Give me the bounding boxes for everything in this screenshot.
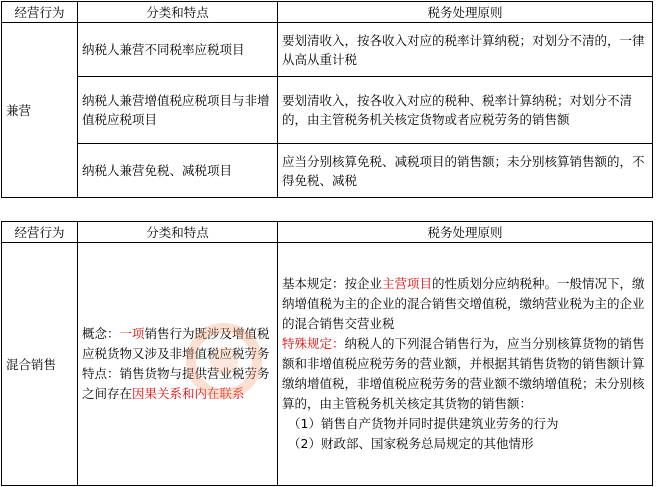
header-principle: 税务处理原则 [278,222,653,243]
feature-text: 特点：销售货物与提供营业税劳务之间存在因果关系和内在联系 [82,366,270,401]
header-behavior: 经营行为 [2,2,78,23]
header-category: 分类和特点 [78,2,278,23]
list-item: （2）财政部、国家税务总局规定的其他情形 [288,436,534,451]
principle-cell: 要划清收入，按各收入对应的税率计算纳税；对划分不清的，一律从高从重计税 [278,23,653,77]
table-row [2,243,653,486]
category-cell [78,243,278,486]
behavior-cell: 混合销售 [2,243,78,486]
table-row [2,144,653,198]
header-behavior: 经营行为 [2,222,78,243]
header-principle: 税务处理原则 [278,2,653,23]
table-header-row [2,222,653,243]
category-cell: 纳税人兼营不同税率应税项目 [78,23,278,77]
list-item: （1）销售自产货物并同时提供建筑业劳务的行为 [288,416,559,431]
behavior-cell: 兼营 [2,23,78,198]
concept-text: 概念：一项销售行为既涉及增值税应税货物又涉及非增值税应税劳务 [82,326,270,361]
table-row [2,23,653,77]
special-rule-text: 特殊规定：纳税人的下列混合销售行为，应当分别核算货物的销售额和非增值税应税劳务的营业额，并根据其销售货物的销售额计算缴纳增值税，非增值税应税劳务的营业额不缴纳增值税；未分别核算的，由主管税务机关核定其货物的销售额： [282,336,645,411]
basic-rule-text: 基本规定：按企业主营项目的性质划分应纳税种。一般情况下，缴纳增值税为主的企业的混合销售交增值税，缴纳营业税为主的企业的混合销售交营业税 [282,276,645,331]
category-cell: 纳税人兼营增值税应税项目与非增值税应税项目 [78,77,278,144]
category-cell: 纳税人兼营免税、减税项目 [78,144,278,198]
table-header-row [2,2,653,23]
principle-cell: 要划清收入，按各收入对应的税种、税率计算纳税；对划分不清的，由主管税务机关核定货物或者应税劳务的销售额 [278,77,653,144]
mixed-sales-table [1,221,653,486]
table-row [2,77,653,144]
business-combination-table [1,1,653,198]
principle-cell [278,243,653,486]
principle-cell: 应当分别核算免税、减税项目的销售额；未分别核算销售额的，不得免税、减税 [278,144,653,198]
header-category: 分类和特点 [78,222,278,243]
